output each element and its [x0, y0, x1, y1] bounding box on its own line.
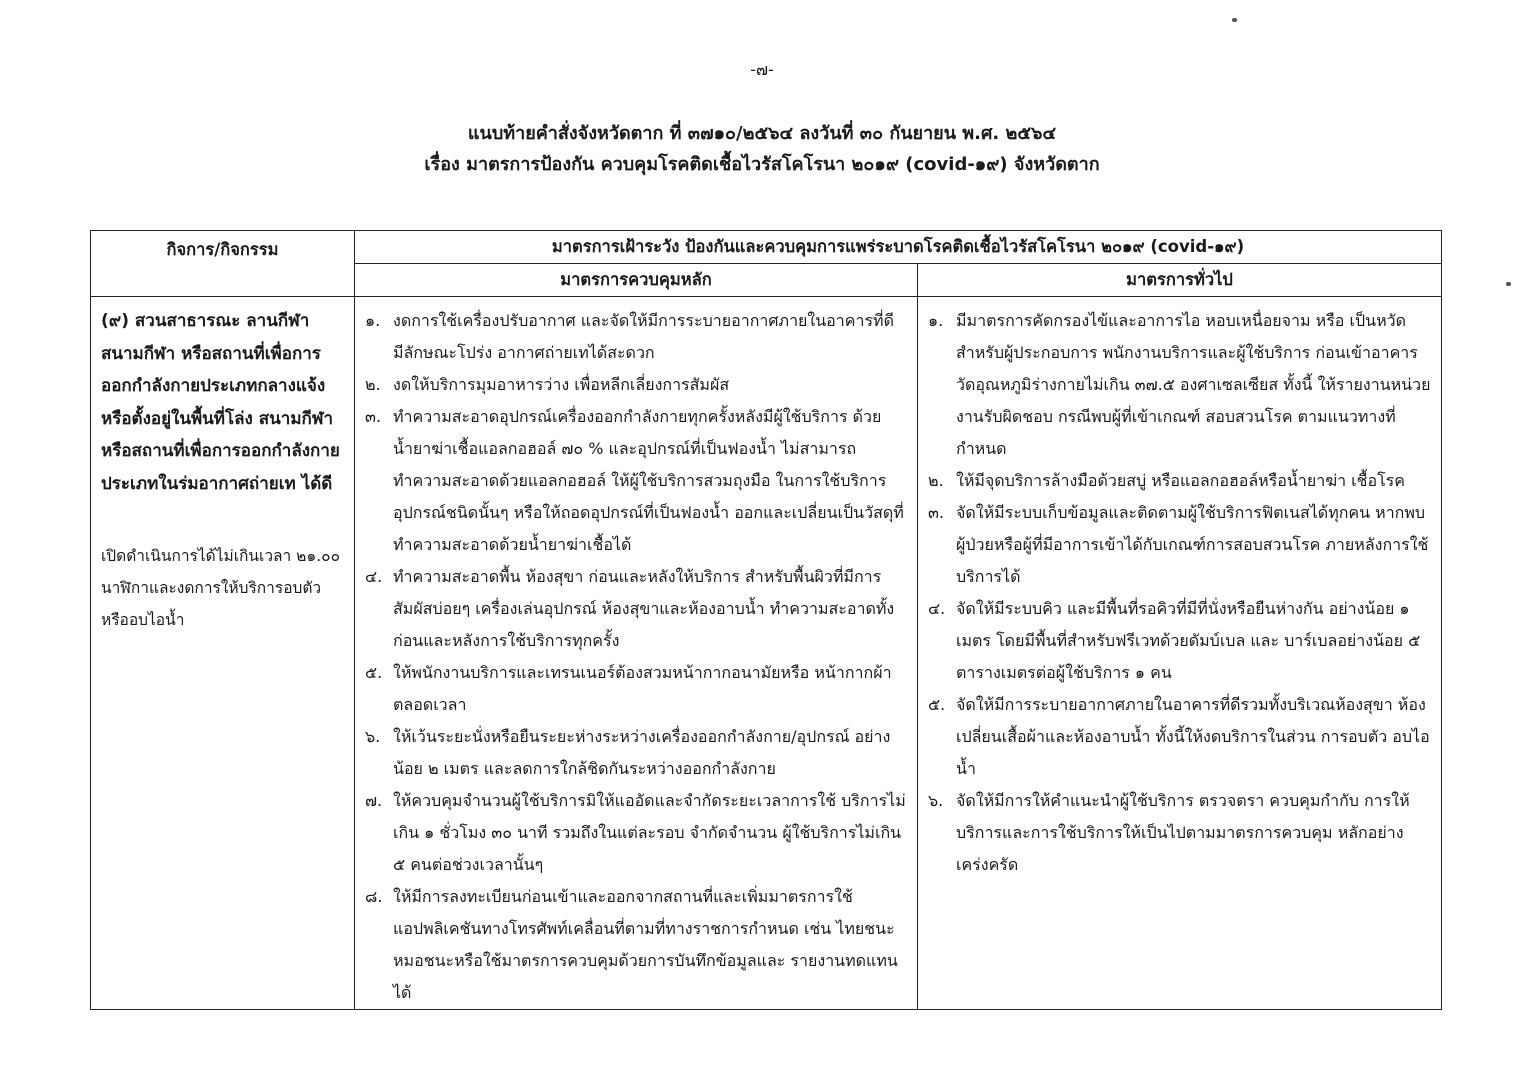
document-header — [0, 118, 1524, 180]
measure-item — [928, 689, 1433, 785]
measure-text: ให้มีจุดบริการล้างมือด้วยสบู่ หรือแอลกอฮอล์หรือน้ำยาฆ่า เชื้อโรค — [956, 471, 1405, 490]
measure-number: ๒. — [928, 471, 944, 490]
measure-item — [365, 721, 909, 785]
measure-text: มีมาตรการคัดกรองไข้และอาการไอ หอบเหนื่อยจาม หรือ เป็นหวัด สำหรับผู้ประกอบการ พนักงานบริการและผู้ใช้บริการ ก่อนเข้าอาคารวัดอุณหภูมิร่างกายไม่เกิน ๓๗.๕ องศาเซลเซียส ทั้งนี้ ให้รายงานหน่วยงานรับผิดชอบ กรณีพบผู้ที่เข้าเกณฑ์ สอบสวนโรค ตามแนวทางที่กำหนด — [956, 311, 1431, 458]
measure-number: ๔. — [365, 567, 383, 586]
measure-number: ๔. — [928, 599, 946, 618]
page-number: -๗- — [750, 60, 774, 79]
measure-text: จัดให้มีระบบเก็บข้อมูลและติดตามผู้ใช้บริการฟิตเนสได้ทุกคน หากพบผู้ป่วยหรือผู้ที่มีอาการเข้าได้กับเกณฑ์การสอบสวนโรค ภายหลังการใช้บริการได้ — [956, 503, 1429, 586]
scan-speck — [1232, 18, 1237, 22]
measure-item — [928, 593, 1433, 689]
measure-number: ๒. — [365, 375, 381, 394]
header-line-1: แนบท้ายคำสั่งจังหวัดตาก ที่ ๓๗๑๐/๒๕๖๔ ลงวันที่ ๓๐ กันยายน พ.ศ. ๒๕๖๔ — [467, 123, 1057, 144]
scan-speck — [1506, 282, 1511, 286]
main-measures-cell — [355, 297, 918, 1010]
measure-number: ๗. — [365, 791, 383, 810]
activity-column-header: กิจการ/กิจกรรม — [91, 231, 355, 297]
measures-table — [90, 230, 1442, 1010]
measure-item — [928, 465, 1433, 497]
main-measures-list — [355, 297, 917, 1009]
activity-title: (๙) สวนสาธารณะ ลานกีฬา สนามกีฬา หรือสถานที่เพื่อการออกกำลังกายประเภทกลางแจ้ง หรือตั้งอยู่ในพื้นที่โล่ง สนามกีฬา หรือสถานที่เพื่อการออกกำลังกายประเภทในร่มอากาศถ่ายเท ได้ดี — [101, 311, 340, 494]
measure-item — [365, 657, 909, 721]
measure-text: งดให้บริการมุมอาหารว่าง เพื่อหลีกเลี่ยงการสัมผัส — [393, 375, 730, 394]
measure-text: จัดให้มีการระบายอากาศภายในอาคารที่ดีรวมทั้งบริเวณห้องสุขา ห้องเปลี่ยนเสื้อผ้าและห้องอาบน้ำ ทั้งนี้ให้งดบริการในส่วน การอบตัว อบไอน้ำ — [956, 695, 1430, 778]
measure-number: ๑. — [365, 311, 381, 330]
activity-hours-note: เปิดดำเนินการได้ไม่เกินเวลา ๒๑.๐๐ นาฬิกาและงดการให้บริการอบตัวหรืออบไอน้ำ — [101, 547, 341, 629]
measure-number: ๑. — [928, 311, 944, 330]
measure-item — [365, 785, 909, 881]
measure-item — [365, 369, 909, 401]
header-line-2: เรื่อง มาตรการป้องกัน ควบคุมโรคติดเชื้อไวรัสโคโรนา ๒๐๑๙ (covid-๑๙) จังหวัดตาก — [424, 154, 1100, 175]
measure-text: งดการใช้เครื่องปรับอากาศ และจัดให้มีการระบายอากาศภายในอาคารที่ดี มีลักษณะโปร่ง อากาศถ่ายเทได้สะดวก — [393, 311, 894, 362]
measure-item — [365, 305, 909, 369]
main-measures-header: มาตรการควบคุมหลัก — [355, 264, 918, 297]
measures-column-header: มาตรการเฝ้าระวัง ป้องกันและควบคุมการแพร่ระบาดโรคติดเชื้อไวรัสโคโรนา ๒๐๑๙ (covid-๑๙) — [355, 231, 1442, 264]
measure-number: ๖. — [365, 727, 381, 746]
measure-item — [928, 497, 1433, 593]
measure-text: ทำความสะอาดพื้น ห้องสุขา ก่อนและหลังให้บริการ สำหรับพื้นผิวที่มีการสัมผัสบ่อยๆ เครื่องเล่นอุปกรณ์ ห้องสุขาและห้องอาบน้ำ ทำความสะอาดทั้งก่อนและหลังการใช้บริการทุกครั้ง — [393, 567, 895, 650]
measure-text: ให้ควบคุมจำนวนผู้ใช้บริการมิให้แออัดและจำกัดระยะเวลาการใช้ บริการไม่เกิน ๑ ชั่วโมง ๓๐ นาที รวมถึงในแต่ละรอบ จำกัดจำนวน ผู้ใช้บริการไม่เกิน ๕ คนต่อช่วงเวลานั้นๆ — [393, 791, 906, 874]
measure-number: ๕. — [928, 695, 946, 714]
measure-item — [928, 785, 1433, 881]
measure-text: ให้พนักงานบริการและเทรนเนอร์ต้องสวมหน้ากากอนามัยหรือ หน้ากากผ้าตลอดเวลา — [393, 663, 892, 714]
activity-cell — [91, 297, 355, 1010]
measure-number: ๓. — [365, 407, 382, 426]
measure-text: ให้เว้นระยะนั่งหรือยืนระยะห่างระหว่างเครื่องออกกำลังกาย/อุปกรณ์ อย่างน้อย ๒ เมตร และลดการใกล้ชิดกันระหว่างออกกำลังกาย — [393, 727, 891, 778]
measure-item — [365, 881, 909, 1009]
measure-text: ทำความสะอาดอุปกรณ์เครื่องออกกำลังกายทุกครั้งหลังมีผู้ใช้บริการ ด้วยน้ำยาฆ่าเชื้อแอลกอฮอล์ ๗๐ % และอุปกรณ์ที่เป็นฟองน้ำ ไม่สามารถทำความสะอาดด้วยแอลกอฮอล์ ให้ผู้ใช้บริการสวมถุงมือ ในการใช้บริการอุปกรณ์ชนิดนั้นๆ หรือให้ถอดอุปกรณ์ที่เป็นฟองน้ำ ออกและเปลี่ยนเป็นวัสดุที่ทำความสะอาดด้วยน้ำยาฆ่าเชื้อได้ — [393, 407, 904, 554]
measure-number: ๘. — [365, 887, 383, 906]
general-measures-list — [918, 297, 1441, 881]
measure-number: ๓. — [928, 503, 945, 522]
general-measures-cell — [918, 297, 1442, 1010]
measure-item — [365, 561, 909, 657]
measure-item — [928, 305, 1433, 465]
measure-item — [365, 401, 909, 561]
measure-text: ให้มีการลงทะเบียนก่อนเข้าและออกจากสถานที่และเพิ่มมาตรการใช้ แอปพลิเคชันทางโทรศัพท์เคลื่อนที่ตามที่ทางราชการกำหนด เช่น ไทยชนะ หมอชนะหรือใช้มาตรการควบคุมด้วยการบันทึกข้อมูลและ รายงานทดแทนได้ — [393, 887, 898, 1002]
measure-number: ๖. — [928, 791, 944, 810]
measure-text: จัดให้มีการให้คำแนะนำผู้ใช้บริการ ตรวจตรา ควบคุมกำกับ การให้บริการและการใช้บริการให้เป็นไปตามมาตรการควบคุม หลักอย่างเคร่งครัด — [956, 791, 1410, 874]
general-measures-header: มาตรการทั่วไป — [918, 264, 1442, 297]
measure-number: ๕. — [365, 663, 383, 682]
measure-text: จัดให้มีระบบคิว และมีพื้นที่รอคิวที่มีที่นั่งหรือยืนห่างกัน อย่างน้อย ๑ เมตร โดยมีพื้นที่สำหรับฟรีเวทด้วยดัมบ์เบล และ บาร์เบลอย่างน้อย ๕ ตารางเมตรต่อผู้ใช้บริการ ๑ คน — [956, 599, 1421, 682]
